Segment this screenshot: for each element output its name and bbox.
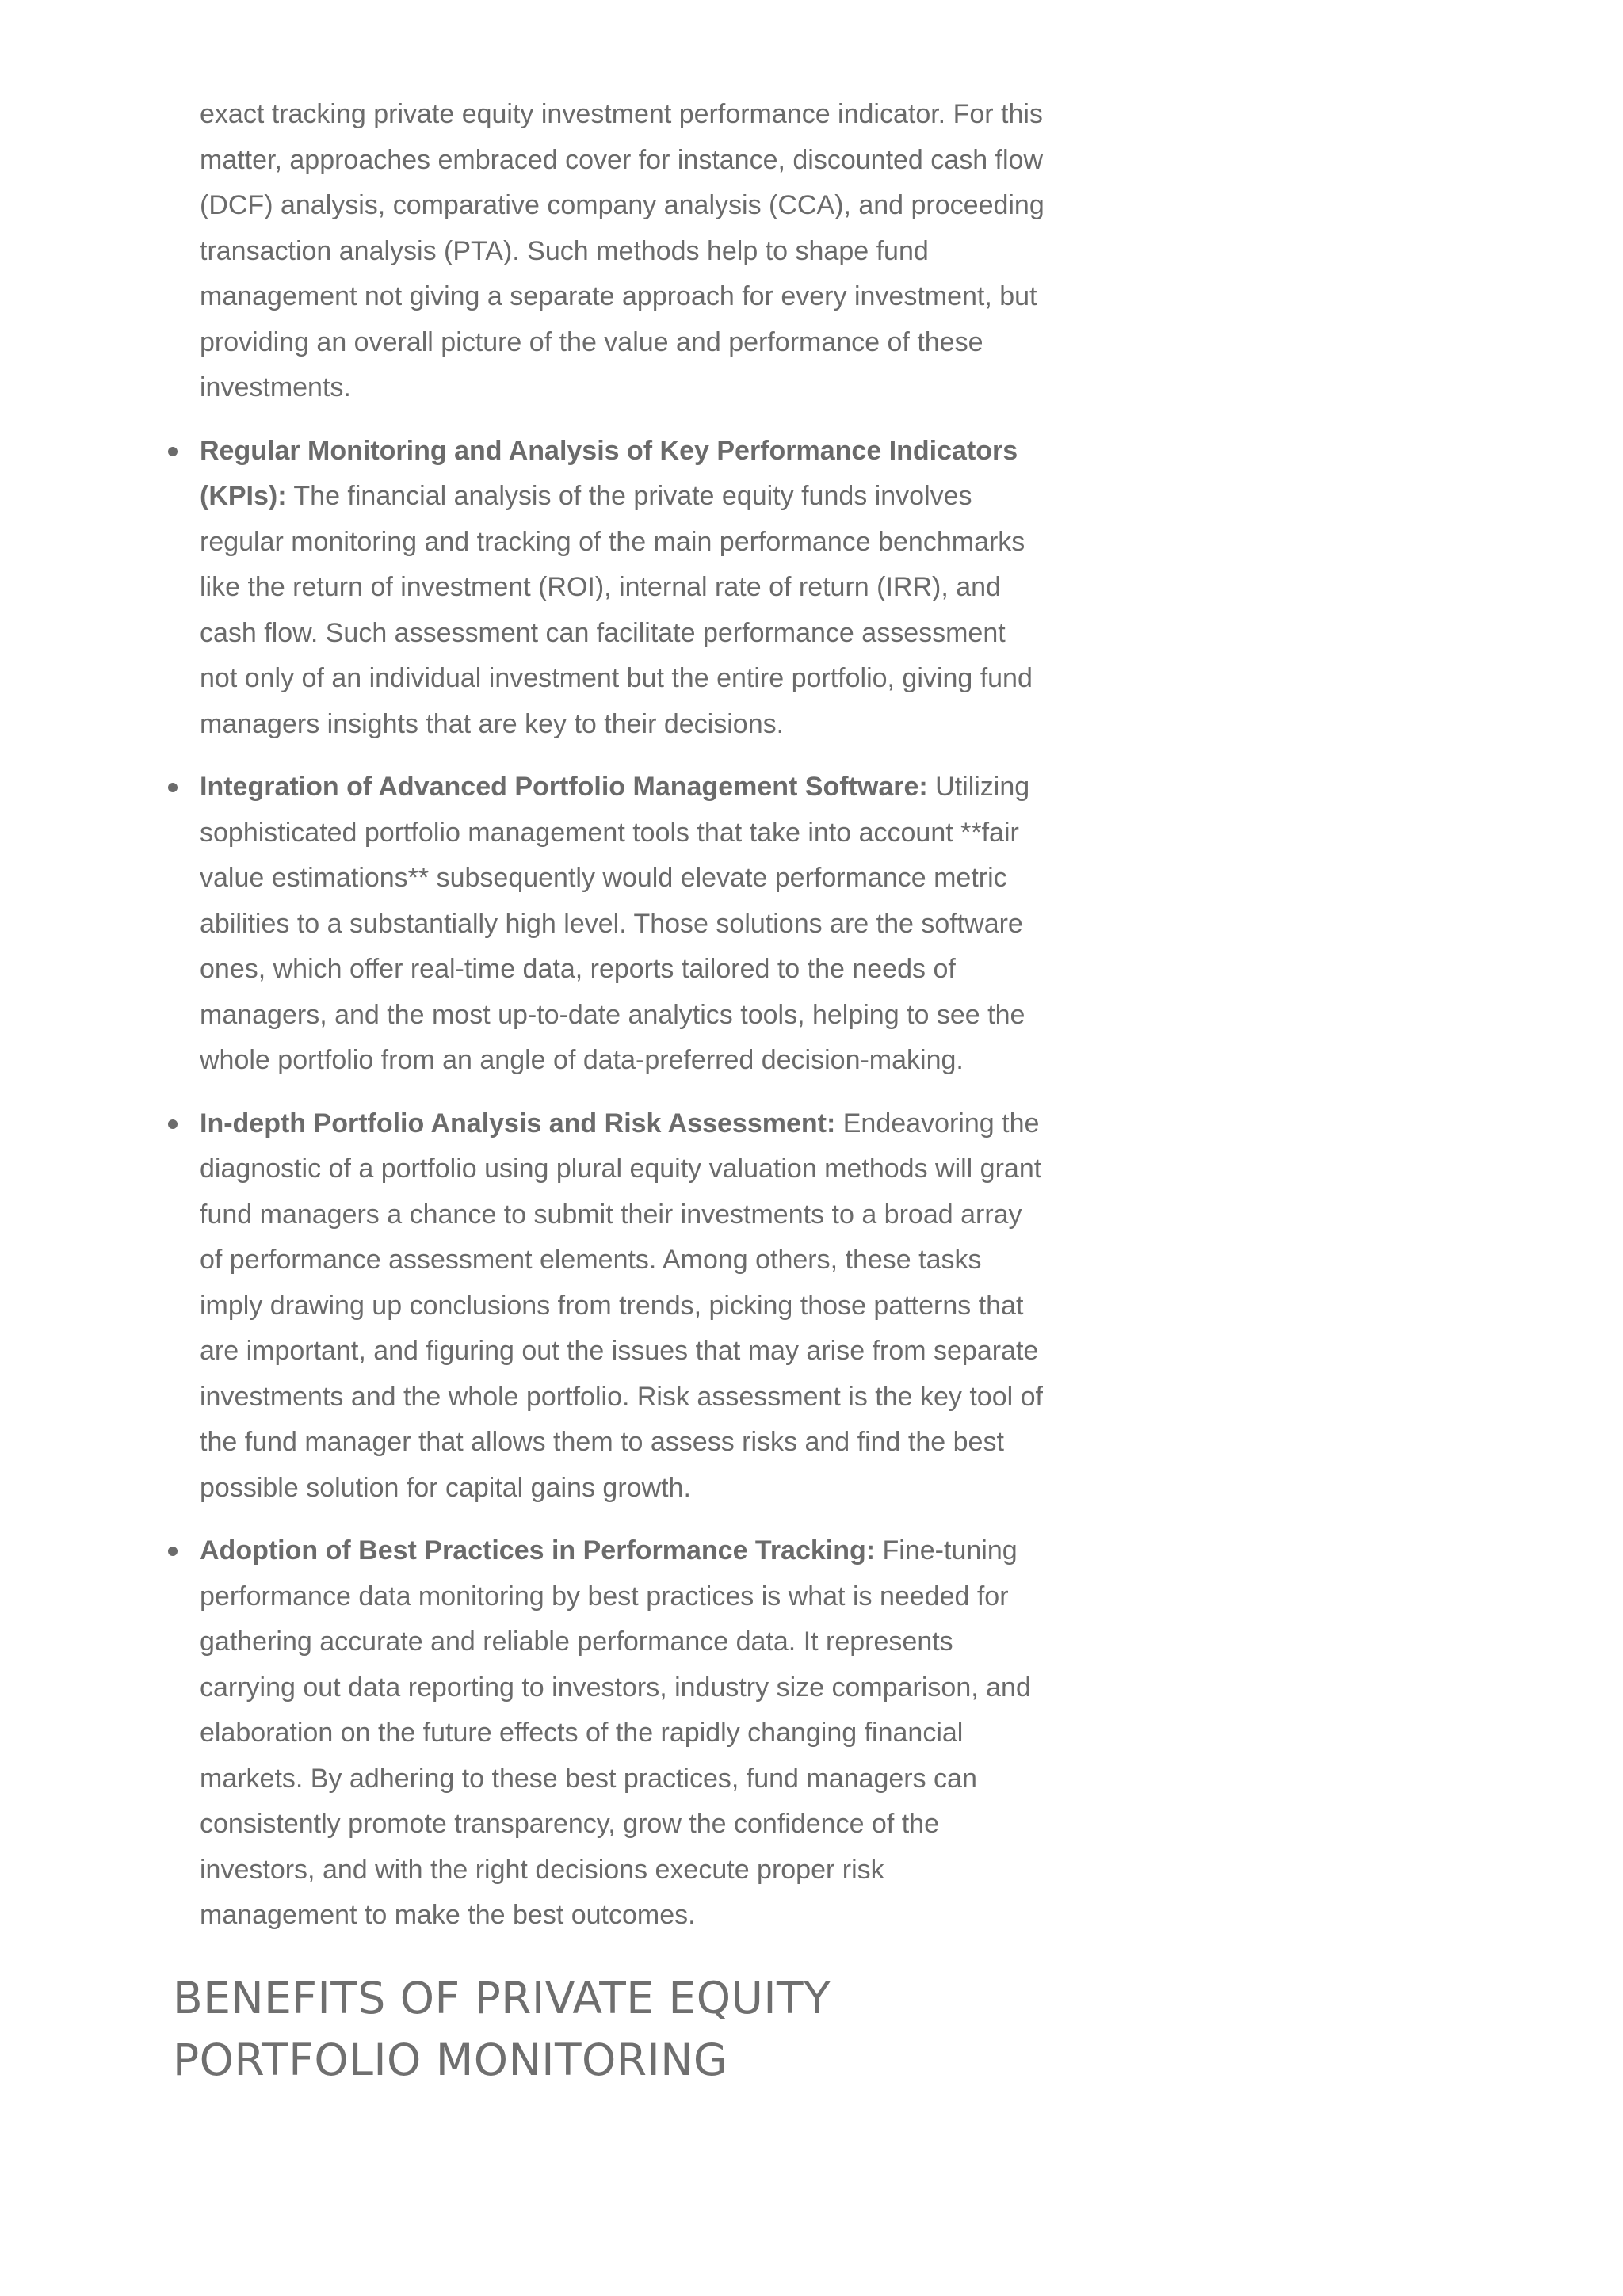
bullet-dot-icon (168, 1119, 178, 1129)
bullet-dot-icon (168, 783, 178, 792)
list-item (173, 429, 1044, 748)
bullet-lead-text: Adoption of Best Practices in Performance Tracking: (200, 1535, 876, 1566)
bullet-lead-text: Integration of Advanced Portfolio Management Software: (200, 772, 928, 802)
bullet-list (173, 429, 1044, 1939)
article-content (173, 92, 1044, 2091)
bullet-dot-icon (168, 447, 178, 456)
list-item (173, 1101, 1044, 1512)
bullet-body-text: Fine-tuning performance data monitoring by best practices is what is needed for gathering accurate and reliable performance data. It represents carrying out data reporting to investors, industry size comparison, and elaboration on the future effects of the rapidly changing financial markets. By adhering to these best practices, fund managers can consistently promote transparency, grow the confidence of the investors, and with the right decisions execute proper risk management to make the best outcomes. (200, 1535, 1031, 1930)
list-item (173, 1528, 1044, 1939)
bullet-lead-text: Regular Monitoring and Analysis of Key Performance Indicators (KPIs): (200, 435, 1018, 511)
bullet-body-text: Endeavoring the diagnostic of a portfolio using plural equity valuation methods will grant fund managers a chance to submit their investments to a broad array of performance assessment elements. Among others, these tasks imply drawing up conclusions from trends, picking those patterns that are important, and figuring out the issues that may arise from separate investments and the whole portfolio. Risk assessment is the key tool of the fund manager that allows them to assess risks and find the best possible solution for capital gains growth. (200, 1108, 1043, 1503)
bullet-body-text: Utilizing sophisticated portfolio management tools that take into account **fair value estimations** subsequently would elevate performance metric abilities to a substantially high level. Those solutions are the software ones, which offer real-time data, reports tailored to the needs of managers, and the most up-to-date analytics tools, helping to see the whole portfolio from an angle of data-preferred decision-making. (200, 772, 1030, 1075)
bullet-body-text: The financial analysis of the private equity funds involves regular monitoring and tracking of the main performance benchmarks like the return of investment (ROI), internal rate of return (IRR), and cash flow. Such assessment can facilitate performance assessment not only of an individual investment but the entire portfolio, giving fund managers insights that are key to their decisions. (200, 481, 1033, 739)
bullet-dot-icon (168, 1547, 178, 1556)
list-item (173, 765, 1044, 1084)
section-heading: BENEFITS OF PRIVATE EQUITY PORTFOLIO MONITORING (173, 1972, 831, 2085)
intro-paragraph: exact tracking private equity investment performance indicator. For this matter, approaches embraced cover for instance, discounted cash flow (DCF) analysis, comparative company analysis (CCA), and proceeding transaction analysis (PTA). Such methods help to shape fund management not giving a separate approach for every investment, but providing an overall picture of the value and performance of these investments. (200, 99, 1044, 402)
bullet-lead-text: In-depth Portfolio Analysis and Risk Assessment: (200, 1108, 836, 1138)
